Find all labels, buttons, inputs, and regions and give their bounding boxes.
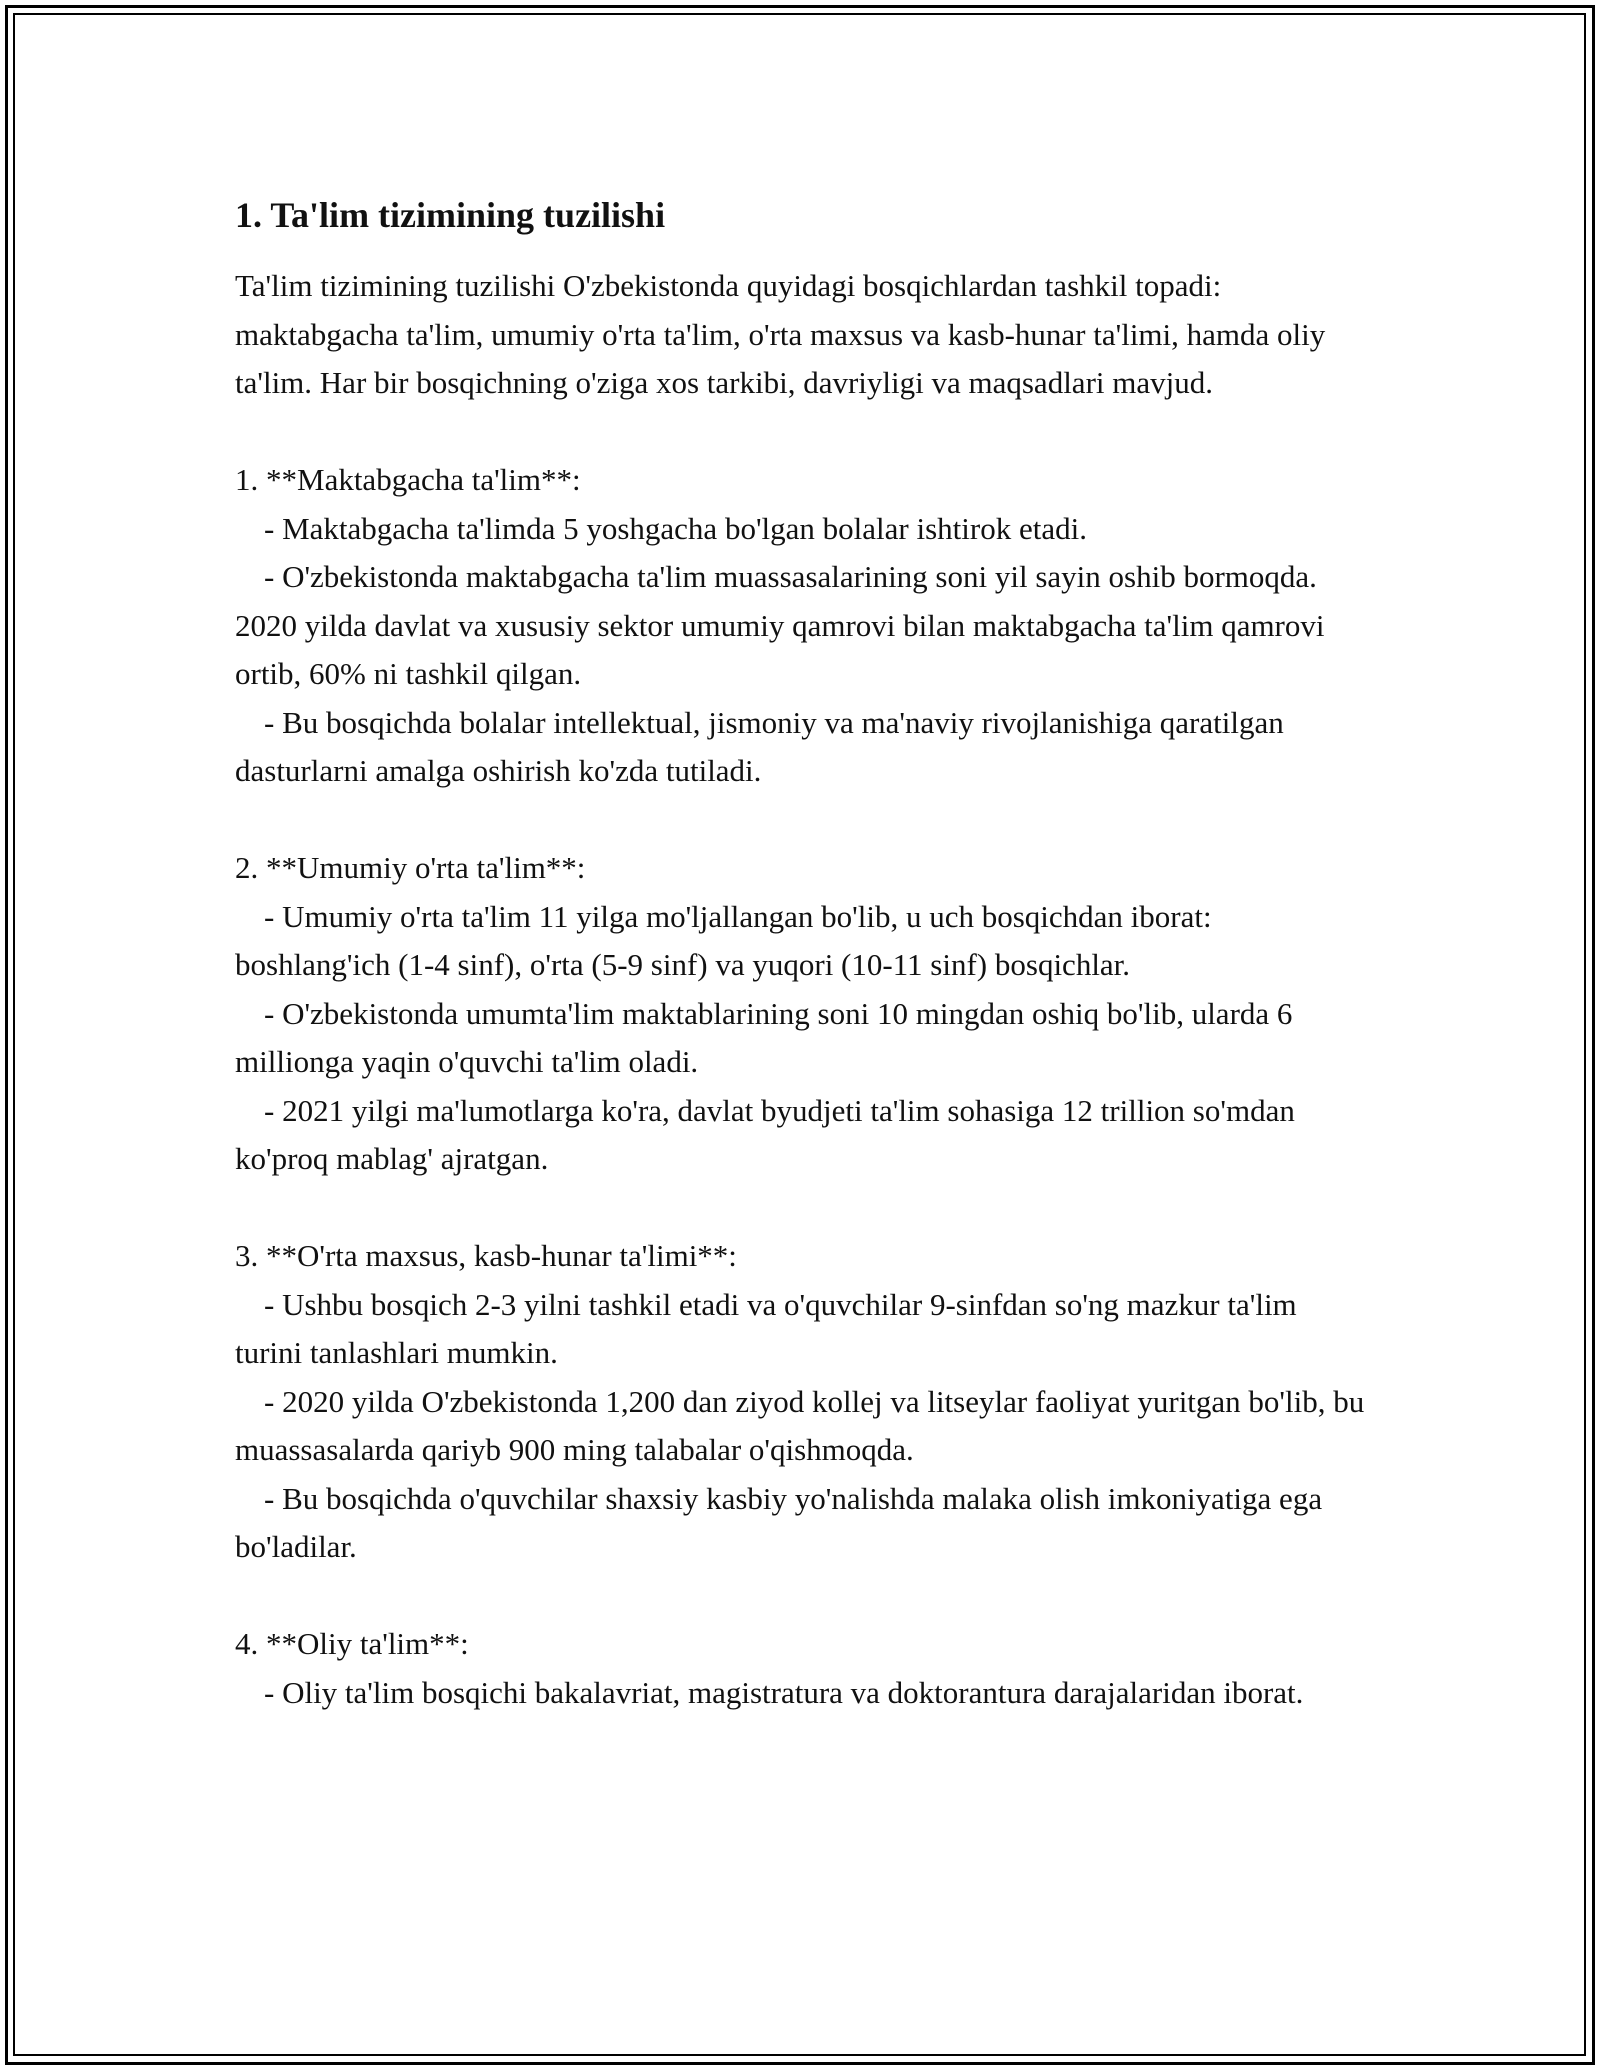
section-title: 1. **Maktabgacha ta'lim**: [235, 462, 581, 497]
section-orta-maxsus [235, 1232, 1365, 1572]
intro-paragraph: Ta'lim tizimining tuzilishi O'zbekistonda quyidagi bosqichlardan tashkil topadi: maktabgacha ta'lim, umumiy o'rta ta'lim, o'rta maxsus va kasb-hunar ta'limi, hamda oliy ta'lim. Har bir bosqichning o'ziga xos tarkibi, davriyligi va maqsadlari mavjud. [235, 268, 1326, 400]
bullet-item: - Oliy ta'lim bosqichi bakalavriat, magistratura va doktorantura darajalaridan iborat. [264, 1674, 1304, 1710]
section-title: 2. **Umumiy o'rta ta'lim**: [235, 850, 586, 885]
section-oliy [235, 1620, 1365, 1717]
document-body [235, 188, 1365, 1717]
bullet-item: - O'zbekistonda maktabgacha ta'lim muassasalarining soni yil sayin oshib bormoqda. 2020 yilda davlat va xususiy sektor umumiy qamrovi bilan maktabgacha ta'lim qamrovi ortib, 60% ni tashkil qilgan. [235, 559, 1325, 691]
bullet-item: - Umumiy o'rta ta'lim 11 yilga mo'ljallangan bo'lib, u uch bosqichdan iborat: boshlang'ich (1-4 sinf), o'rta (5-9 sinf) va yuqori (10-11 sinf) bosqichlar. [235, 898, 1212, 982]
bullet-item: - 2020 yilda O'zbekistonda 1,200 dan ziyod kollej va litseylar faoliyat yuritgan bo'lib, bu muassasalarda qariyb 900 ming talabalar o'qishmoqda. [235, 1383, 1365, 1467]
section-umumiy-orta [235, 844, 1365, 1184]
bullet-item: - Bu bosqichda o'quvchilar shaxsiy kasbiy yo'nalishda malaka olish imkoniyatiga ega bo'ladilar. [235, 1480, 1323, 1564]
section-heading: 1. Ta'lim tizimining tuzilishi [235, 195, 666, 235]
bullet-item: - 2021 yilgi ma'lumotlarga ko'ra, davlat byudjeti ta'lim sohasiga 12 trillion so'mdan ko'proq mablag' ajratgan. [235, 1092, 1295, 1176]
bullet-item: - Maktabgacha ta'limda 5 yoshgacha bo'lgan bolalar ishtirok etadi. [264, 510, 1087, 546]
section-title: 3. **O'rta maxsus, kasb-hunar ta'limi**: [235, 1238, 737, 1273]
bullet-item: - Ushbu bosqich 2-3 yilni tashkil etadi va o'quvchilar 9-sinfdan so'ng mazkur ta'lim turini tanlashlari mumkin. [235, 1286, 1297, 1370]
section-maktabgacha [235, 456, 1365, 796]
bullet-item: - O'zbekistonda umumta'lim maktablarining soni 10 mingdan oshiq bo'lib, ularda 6 millionga yaqin o'quvchi ta'lim oladi. [235, 995, 1293, 1079]
bullet-item: - Bu bosqichda bolalar intellektual, jismoniy va ma'naviy rivojlanishiga qaratilgan dasturlarni amalga oshirish ko'zda tutiladi. [235, 704, 1284, 788]
section-title: 4. **Oliy ta'lim**: [235, 1626, 469, 1661]
